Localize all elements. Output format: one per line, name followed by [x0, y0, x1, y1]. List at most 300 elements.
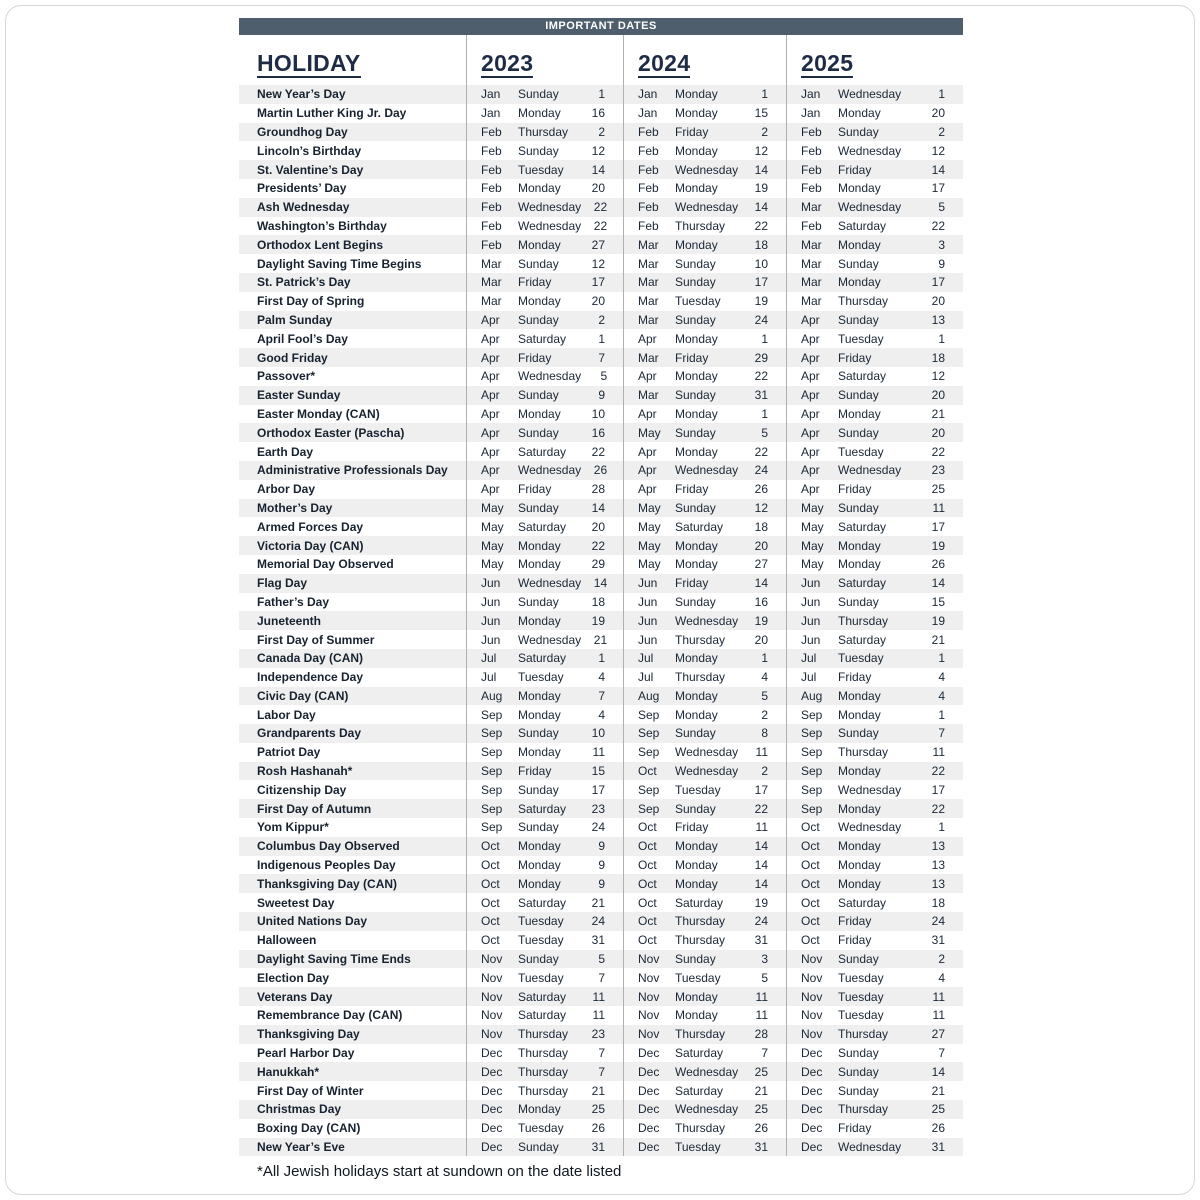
- year-2023-cell: [466, 555, 623, 574]
- year-2025-cell: [786, 762, 963, 781]
- year-2025-cell: [786, 931, 963, 950]
- month-2023: Jun: [481, 576, 501, 591]
- year-2024-cell: [623, 461, 786, 480]
- date-2024: 5: [761, 970, 768, 985]
- month-2024: Apr: [638, 444, 657, 459]
- year-2025-cell: [786, 799, 963, 818]
- month-2025: Jun: [801, 613, 821, 628]
- date-2025: 2: [938, 124, 945, 139]
- year-2023-cell: [466, 348, 623, 367]
- date-2023: 14: [593, 576, 608, 591]
- year-2023-cell: [466, 405, 623, 424]
- year-2025-cell: [786, 480, 963, 499]
- date-2024: 1: [761, 651, 768, 666]
- year-2025-cell: [786, 611, 963, 630]
- month-2024: Sep: [638, 782, 660, 797]
- month-2025: Sep: [801, 745, 823, 760]
- year-2025-cell: [786, 818, 963, 837]
- year-2024-cell: [623, 254, 786, 273]
- month-2023: Feb: [481, 218, 502, 233]
- year-2024-cell: [623, 630, 786, 649]
- weekday-2023: Tuesday: [518, 933, 564, 948]
- year-2025-cell: [786, 780, 963, 799]
- month-2023: Feb: [481, 162, 502, 177]
- month-2025: Mar: [801, 200, 822, 215]
- month-2024: Dec: [638, 1121, 660, 1136]
- year-2023-cell: [466, 536, 623, 555]
- table-row: [239, 1006, 963, 1025]
- holiday-name: New Year’s Day: [257, 87, 346, 102]
- year-2023-cell: [466, 874, 623, 893]
- date-2024: 31: [754, 388, 768, 403]
- date-2023: 9: [598, 858, 605, 873]
- month-2023: Sep: [481, 782, 503, 797]
- date-2025: 11: [932, 500, 945, 515]
- holiday-name: Armed Forces Day: [257, 519, 364, 534]
- year-2023-cell: [466, 705, 623, 724]
- weekday-2025: Tuesday: [838, 970, 884, 985]
- month-2024: Jul: [638, 651, 654, 666]
- year-2024-cell: [623, 480, 786, 499]
- date-2023: 9: [598, 876, 605, 891]
- year-2025-cell: [786, 273, 963, 292]
- date-2023: 5: [600, 369, 608, 384]
- weekday-2024: Monday: [675, 538, 718, 553]
- year-2024-cell: [623, 818, 786, 837]
- date-2023: 20: [591, 294, 605, 309]
- year-2025-cell: [786, 893, 963, 912]
- date-2023: 14: [591, 500, 605, 515]
- weekday-2023: Wednesday: [518, 218, 582, 233]
- table-row: [239, 611, 963, 630]
- year-2024-cell: [623, 668, 786, 687]
- weekday-2025: Sunday: [838, 952, 879, 967]
- weekday-2023: Sunday: [518, 594, 559, 609]
- date-2025: 12: [931, 143, 945, 158]
- date-2025: 21: [931, 406, 945, 421]
- date-2023: 9: [598, 388, 605, 403]
- month-2024: Sep: [638, 801, 660, 816]
- date-2024: 14: [754, 162, 768, 177]
- holiday-name: Juneteenth: [257, 613, 322, 628]
- month-2023: Sep: [481, 707, 503, 722]
- weekday-2024: Friday: [675, 482, 709, 497]
- year-2024-cell: [623, 856, 786, 875]
- year-2024-cell: [623, 1100, 786, 1119]
- table-row: [239, 874, 963, 893]
- month-2024: Jun: [638, 594, 658, 609]
- date-2024: 28: [754, 1027, 768, 1042]
- month-2025: Sep: [801, 707, 823, 722]
- weekday-2024: Monday: [675, 369, 718, 384]
- month-2023: Dec: [481, 1046, 503, 1061]
- weekday-2023: Wednesday: [518, 463, 582, 478]
- table-row: [239, 593, 963, 612]
- weekday-2023: Wednesday: [518, 369, 582, 384]
- date-2024: 2: [761, 124, 768, 139]
- year-2024-cell: [623, 1138, 786, 1157]
- weekday-2023: Tuesday: [518, 1121, 564, 1136]
- weekday-2025: Friday: [838, 162, 872, 177]
- month-2024: Apr: [638, 331, 657, 346]
- date-2025: 4: [938, 688, 945, 703]
- date-2024: 3: [761, 952, 768, 967]
- date-2024: 22: [754, 218, 768, 233]
- date-2024: 15: [754, 106, 768, 121]
- date-2025: 14: [931, 576, 945, 591]
- holiday-name: Christmas Day: [257, 1102, 342, 1117]
- month-2024: Feb: [638, 218, 659, 233]
- holiday-name: Orthodox Easter (Pascha): [257, 425, 405, 440]
- table-row: [239, 1081, 963, 1100]
- weekday-2023: Monday: [518, 181, 561, 196]
- table-row: [239, 517, 963, 536]
- weekday-2025: Thursday: [838, 1102, 889, 1117]
- year-2024-cell: [623, 893, 786, 912]
- weekday-2023: Monday: [518, 613, 561, 628]
- weekday-2025: Friday: [838, 482, 872, 497]
- year-2025-cell: [786, 386, 963, 405]
- holiday-name: Veterans Day: [257, 989, 333, 1004]
- weekday-2024: Monday: [675, 406, 718, 421]
- weekday-2025: Monday: [838, 839, 881, 854]
- date-2023: 7: [598, 1046, 605, 1061]
- month-2024: Oct: [638, 876, 657, 891]
- weekday-2024: Sunday: [675, 388, 716, 403]
- holiday-name: Victoria Day (CAN): [257, 538, 364, 553]
- weekday-2025: Sunday: [838, 726, 879, 741]
- year-2024-cell: [623, 912, 786, 931]
- weekday-2023: Tuesday: [518, 970, 564, 985]
- year-2023-cell: [466, 649, 623, 668]
- date-2025: 11: [932, 989, 945, 1004]
- year-2023-cell: [466, 104, 623, 123]
- date-2023: 12: [591, 256, 605, 271]
- weekday-2023: Friday: [518, 275, 552, 290]
- month-2024: Dec: [638, 1064, 660, 1079]
- date-2025: 14: [931, 162, 945, 177]
- year-2025-cell: [786, 1044, 963, 1063]
- holiday-name: Ash Wednesday: [257, 200, 350, 215]
- year-2025-cell: [786, 1025, 963, 1044]
- weekday-2024: Thursday: [675, 632, 726, 647]
- weekday-2024: Saturday: [675, 895, 724, 910]
- month-2025: Apr: [801, 331, 820, 346]
- year-2023-cell: [466, 950, 623, 969]
- month-2025: Jul: [801, 651, 817, 666]
- year-2025-cell: [786, 517, 963, 536]
- year-2023-cell: [466, 292, 623, 311]
- year-2025-cell: [786, 499, 963, 518]
- year-2024-cell: [623, 1081, 786, 1100]
- date-2023: 20: [591, 181, 605, 196]
- month-2024: Nov: [638, 989, 660, 1004]
- date-2024: 25: [754, 1064, 768, 1079]
- month-2024: Dec: [638, 1046, 660, 1061]
- date-2024: 2: [761, 707, 768, 722]
- year-2025-cell: [786, 630, 963, 649]
- weekday-2023: Friday: [518, 482, 552, 497]
- month-2025: Nov: [801, 989, 823, 1004]
- year-2024-cell: [623, 292, 786, 311]
- date-2025: 17: [931, 519, 945, 534]
- year-2024-cell: [623, 329, 786, 348]
- weekday-2023: Monday: [518, 1102, 561, 1117]
- year-2025-cell: [786, 856, 963, 875]
- month-2025: May: [801, 557, 824, 572]
- table-row: [239, 950, 963, 969]
- date-2025: 17: [931, 181, 945, 196]
- month-2023: Jan: [481, 87, 501, 102]
- year-2025-cell: [786, 85, 963, 104]
- month-2025: Apr: [801, 463, 820, 478]
- month-2025: Mar: [801, 256, 822, 271]
- date-2025: 21: [931, 1083, 945, 1098]
- date-2023: 21: [591, 895, 605, 910]
- holiday-name: Easter Sunday: [257, 388, 341, 403]
- date-2025: 7: [938, 1046, 945, 1061]
- year-2025-cell: [786, 461, 963, 480]
- weekday-2024: Monday: [675, 858, 718, 873]
- table-row: [239, 386, 963, 405]
- year-2023-header-cell: [466, 35, 623, 85]
- month-2025: Apr: [801, 350, 820, 365]
- year-2023-cell: [466, 367, 623, 386]
- weekday-2024: Monday: [675, 87, 718, 102]
- holiday-name: Memorial Day Observed: [257, 557, 394, 572]
- year-2024-cell: [623, 1062, 786, 1081]
- year-2024-cell: [623, 743, 786, 762]
- weekday-2023: Sunday: [518, 256, 559, 271]
- table-row: [239, 442, 963, 461]
- date-2023: 23: [591, 801, 605, 816]
- weekday-2023: Saturday: [518, 1008, 567, 1023]
- weekday-2024: Sunday: [675, 500, 716, 515]
- month-2025: Jun: [801, 594, 821, 609]
- weekday-2024: Thursday: [675, 1027, 726, 1042]
- month-2024: Mar: [638, 237, 659, 252]
- month-2023: Feb: [481, 200, 502, 215]
- holiday-name: Daylight Saving Time Ends: [257, 952, 411, 967]
- year-2025-cell: [786, 367, 963, 386]
- date-2024: 1: [761, 87, 768, 102]
- table-row: [239, 856, 963, 875]
- weekday-2024: Sunday: [675, 425, 716, 440]
- holiday-name: Mother’s Day: [257, 500, 333, 515]
- table-row: [239, 931, 963, 950]
- weekday-2023: Sunday: [518, 726, 559, 741]
- date-2025: 1: [938, 331, 945, 346]
- weekday-2025: Tuesday: [838, 444, 884, 459]
- date-2025: 15: [931, 594, 945, 609]
- weekday-2025: Monday: [838, 707, 881, 722]
- weekday-2024: Monday: [675, 651, 718, 666]
- weekday-2024: Friday: [675, 820, 709, 835]
- weekday-2025: Sunday: [838, 256, 879, 271]
- month-2024: Apr: [638, 406, 657, 421]
- date-2025: 19: [931, 538, 945, 553]
- year-2025-cell: [786, 1100, 963, 1119]
- month-2025: Apr: [801, 406, 820, 421]
- month-2024: Nov: [638, 952, 660, 967]
- month-2023: Dec: [481, 1121, 503, 1136]
- weekday-2024: Monday: [675, 331, 718, 346]
- date-2024: 12: [754, 143, 768, 158]
- month-2024: May: [638, 500, 661, 515]
- year-2024-cell: [623, 780, 786, 799]
- date-2023: 9: [598, 839, 605, 854]
- weekday-2023: Monday: [518, 237, 561, 252]
- year-2023-header: 2023: [481, 51, 533, 78]
- year-2024-cell: [623, 442, 786, 461]
- weekday-2024: Saturday: [675, 1046, 724, 1061]
- weekday-2023: Monday: [518, 876, 561, 891]
- holiday-name: Columbus Day Observed: [257, 839, 400, 854]
- year-2025-cell: [786, 198, 963, 217]
- year-2023-cell: [466, 442, 623, 461]
- year-2023-cell: [466, 743, 623, 762]
- date-2024: 17: [754, 275, 768, 290]
- year-2023-cell: [466, 893, 623, 912]
- date-2023: 17: [591, 275, 605, 290]
- year-2023-cell: [466, 799, 623, 818]
- year-2025-cell: [786, 874, 963, 893]
- year-2023-cell: [466, 179, 623, 198]
- month-2024: Oct: [638, 895, 657, 910]
- year-2025-cell: [786, 141, 963, 160]
- month-2024: Mar: [638, 294, 659, 309]
- month-2024: Jul: [638, 670, 654, 685]
- weekday-2024: Friday: [675, 124, 709, 139]
- date-2023: 26: [593, 463, 608, 478]
- date-2025: 25: [931, 482, 945, 497]
- date-2023: 4: [598, 670, 605, 685]
- weekday-2024: Saturday: [675, 519, 724, 534]
- weekday-2024: Friday: [675, 576, 709, 591]
- date-2023: 14: [591, 162, 605, 177]
- month-2023: Mar: [481, 256, 502, 271]
- weekday-2025: Thursday: [838, 613, 889, 628]
- weekday-2024: Wednesday: [675, 613, 739, 628]
- month-2025: Mar: [801, 237, 822, 252]
- weekday-2024: Thursday: [675, 1121, 726, 1136]
- weekday-2025: Sunday: [838, 1083, 879, 1098]
- month-2023: May: [481, 519, 504, 534]
- year-2024-cell: [623, 593, 786, 612]
- weekday-2025: Friday: [838, 914, 872, 929]
- holiday-name: Martin Luther King Jr. Day: [257, 106, 407, 121]
- weekday-2025: Sunday: [838, 312, 879, 327]
- month-2024: Jan: [638, 106, 658, 121]
- table-row: [239, 423, 963, 442]
- table-row: [239, 705, 963, 724]
- year-2025-cell: [786, 1062, 963, 1081]
- month-2024: Apr: [638, 482, 657, 497]
- year-2024-cell: [623, 517, 786, 536]
- date-2023: 21: [593, 632, 608, 647]
- holiday-name: New Year’s Eve: [257, 1140, 345, 1155]
- month-2023: Sep: [481, 745, 503, 760]
- weekday-2023: Monday: [518, 538, 561, 553]
- month-2023: Jul: [481, 651, 497, 666]
- month-2023: Nov: [481, 989, 503, 1004]
- holiday-name: Boxing Day (CAN): [257, 1121, 361, 1136]
- year-2025-cell: [786, 217, 963, 236]
- table-row: [239, 987, 963, 1006]
- date-2025: 11: [932, 1008, 945, 1023]
- date-2024: 24: [754, 914, 768, 929]
- date-2023: 25: [591, 1102, 605, 1117]
- month-2023: Sep: [481, 820, 503, 835]
- weekday-2024: Wednesday: [675, 200, 739, 215]
- date-2025: 31: [931, 933, 945, 948]
- year-2024-cell: [623, 386, 786, 405]
- holiday-name: Independence Day: [257, 670, 364, 685]
- weekday-2023: Tuesday: [518, 162, 564, 177]
- weekday-2025: Monday: [838, 538, 881, 553]
- table-row: [239, 367, 963, 386]
- date-2023: 5: [598, 952, 605, 967]
- month-2023: Feb: [481, 124, 502, 139]
- holiday-name: Washington’s Birthday: [257, 218, 387, 233]
- month-2023: Nov: [481, 970, 503, 985]
- weekday-2025: Monday: [838, 688, 881, 703]
- weekday-2025: Sunday: [838, 594, 879, 609]
- table-row: [239, 912, 963, 931]
- month-2023: Apr: [481, 369, 500, 384]
- month-2024: Mar: [638, 312, 659, 327]
- year-2023-cell: [466, 987, 623, 1006]
- date-2023: 21: [591, 1083, 605, 1098]
- month-2023: Oct: [481, 839, 500, 854]
- holiday-name: Yom Kippur*: [257, 820, 329, 835]
- table-row: [239, 1138, 963, 1157]
- table-row: [239, 461, 963, 480]
- month-2025: Feb: [801, 124, 822, 139]
- year-2024-cell: [623, 536, 786, 555]
- year-2025-cell: [786, 123, 963, 142]
- year-2023-cell: [466, 762, 623, 781]
- year-2025-cell: [786, 160, 963, 179]
- date-2024: 5: [761, 688, 768, 703]
- table-row: [239, 1062, 963, 1081]
- date-2025: 19: [931, 613, 945, 628]
- month-2025: Sep: [801, 764, 823, 779]
- holiday-name: St. Valentine’s Day: [257, 162, 364, 177]
- date-2024: 19: [754, 294, 768, 309]
- holiday-name: St. Patrick’s Day: [257, 275, 351, 290]
- month-2024: May: [638, 425, 661, 440]
- date-2024: 14: [754, 876, 768, 891]
- month-2025: Sep: [801, 726, 823, 741]
- month-2025: Dec: [801, 1064, 823, 1079]
- month-2024: Sep: [638, 745, 660, 760]
- month-2023: Feb: [481, 143, 502, 158]
- date-2025: 13: [931, 839, 945, 854]
- weekday-2025: Wednesday: [838, 463, 902, 478]
- weekday-2024: Monday: [675, 106, 718, 121]
- holiday-name: Arbor Day: [257, 482, 316, 497]
- weekday-2025: Wednesday: [838, 1140, 902, 1155]
- weekday-2025: Wednesday: [838, 200, 902, 215]
- month-2023: May: [481, 538, 504, 553]
- table-row: [239, 217, 963, 236]
- weekday-2024: Monday: [675, 839, 718, 854]
- table-row: [239, 329, 963, 348]
- month-2025: May: [801, 538, 824, 553]
- month-2023: Feb: [481, 237, 502, 252]
- month-2023: Aug: [481, 688, 503, 703]
